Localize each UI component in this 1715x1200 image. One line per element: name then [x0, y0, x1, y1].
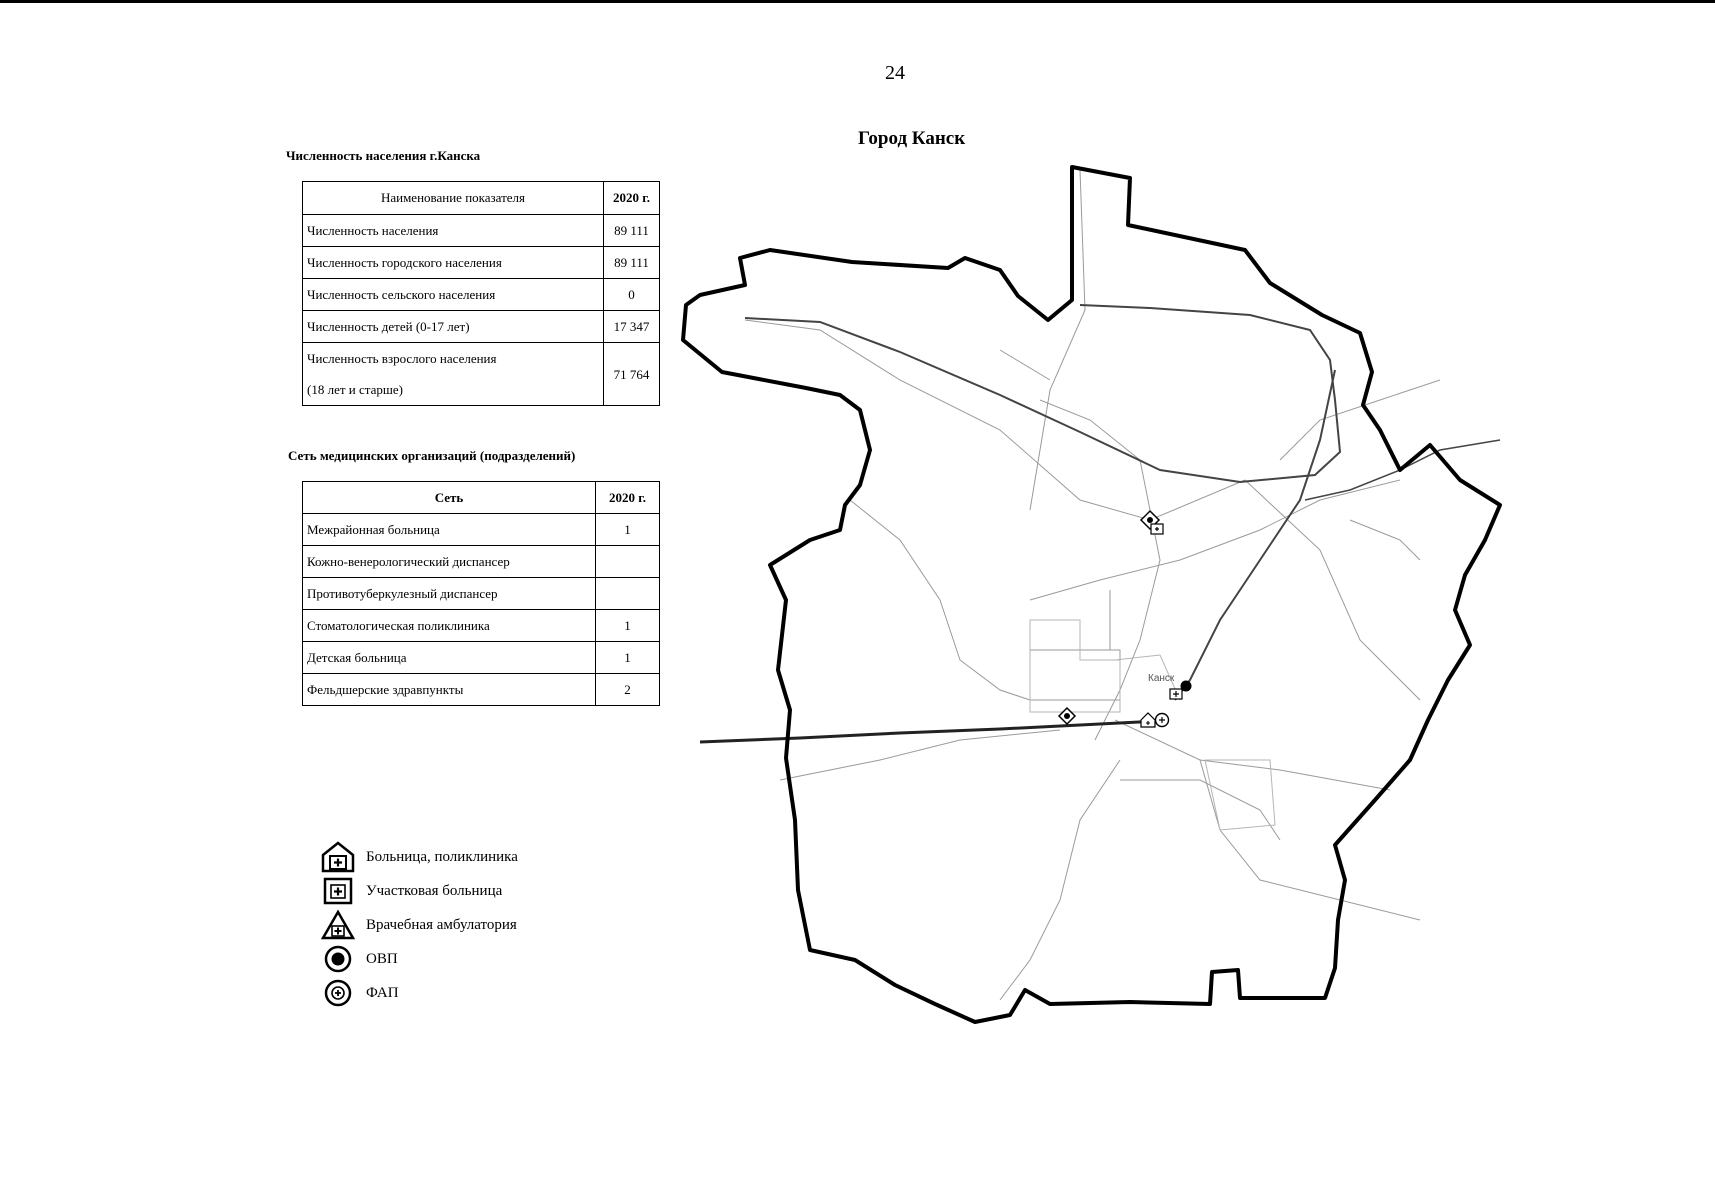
- network-value: [596, 546, 660, 578]
- header-year: 2020 г.: [604, 182, 660, 215]
- legend-item: [320, 942, 518, 976]
- map-legend: [320, 840, 518, 1010]
- indicator-name: Численность детей (0-17 лет): [303, 311, 604, 343]
- ovp-icon: [320, 943, 356, 975]
- population-table-title: Численность населения г.Канска: [286, 148, 481, 163]
- legend-label: Участковая больница: [366, 882, 503, 899]
- table-row: [303, 642, 660, 674]
- legend-label: Больница, поликлиника: [366, 848, 518, 865]
- population-table-header: [303, 182, 660, 215]
- indicator-name: Численность населения: [303, 215, 604, 247]
- hospital-icon: [320, 841, 356, 873]
- header-year: 2020 г.: [596, 482, 660, 514]
- fap-marker-west: [1059, 708, 1075, 724]
- outpatient-clinic-icon: [320, 909, 356, 941]
- table-row: [303, 610, 660, 642]
- table-row: [303, 514, 660, 546]
- table-row: [303, 674, 660, 706]
- table-row: [303, 343, 660, 406]
- table-row: [303, 247, 660, 279]
- facility-marker-group-north: [1141, 511, 1163, 534]
- indicator-value: 17 347: [604, 311, 660, 343]
- indicator-name-line1: Численность взрослого населения: [307, 351, 497, 366]
- table-row: [303, 578, 660, 610]
- network-value: 1: [596, 642, 660, 674]
- table-row: [303, 279, 660, 311]
- network-table-header: [303, 482, 660, 514]
- legend-label: ФАП: [366, 984, 399, 1001]
- railway: [745, 305, 1500, 700]
- network-name: Кожно-венерологический диспансер: [303, 546, 596, 578]
- district-hospital-icon: [320, 875, 356, 907]
- map-title: Город Канск: [858, 128, 966, 149]
- indicator-name-line2: (18 лет и старше): [307, 382, 403, 397]
- main-road: [700, 721, 1160, 742]
- table-row: [303, 311, 660, 343]
- legend-label: Врачебная амбулатория: [366, 916, 517, 933]
- indicator-value: 0: [604, 279, 660, 311]
- network-name: Межрайонная больница: [303, 514, 596, 546]
- indicator-name: Численность сельского населения: [303, 279, 604, 311]
- network-value: 2: [596, 674, 660, 706]
- legend-item: [320, 908, 518, 942]
- population-table: [302, 181, 660, 406]
- facility-marker-group-center: [1141, 681, 1192, 728]
- page-number: 24: [885, 62, 905, 84]
- network-table: [302, 481, 660, 706]
- indicator-name: Численность городского населения: [303, 247, 604, 279]
- network-name: Стоматологическая поликлиника: [303, 610, 596, 642]
- header-network: Сеть: [303, 482, 596, 514]
- network-value: 1: [596, 514, 660, 546]
- legend-item: [320, 874, 518, 908]
- indicator-name: [303, 343, 604, 406]
- legend-item: [320, 840, 518, 874]
- network-table-title: Сеть медицинских организаций (подразделений): [288, 448, 576, 463]
- legend-label: ОВП: [366, 950, 398, 967]
- network-name: Противотуберкулезный диспансер: [303, 578, 596, 610]
- town-label: Канск: [1148, 673, 1175, 684]
- network-name: Детская больница: [303, 642, 596, 674]
- table-row: [303, 546, 660, 578]
- indicator-value: 71 764: [604, 343, 660, 406]
- indicator-value: 89 111: [604, 215, 660, 247]
- legend-item: [320, 976, 518, 1010]
- network-value: 1: [596, 610, 660, 642]
- network-value: [596, 578, 660, 610]
- network-name: Фельдшерские здравпункты: [303, 674, 596, 706]
- table-row: [303, 215, 660, 247]
- fap-icon: [320, 977, 356, 1009]
- indicator-value: 89 111: [604, 247, 660, 279]
- header-indicator-name: Наименование показателя: [303, 182, 604, 215]
- road-network: [745, 170, 1440, 1000]
- city-boundary: [683, 167, 1500, 1022]
